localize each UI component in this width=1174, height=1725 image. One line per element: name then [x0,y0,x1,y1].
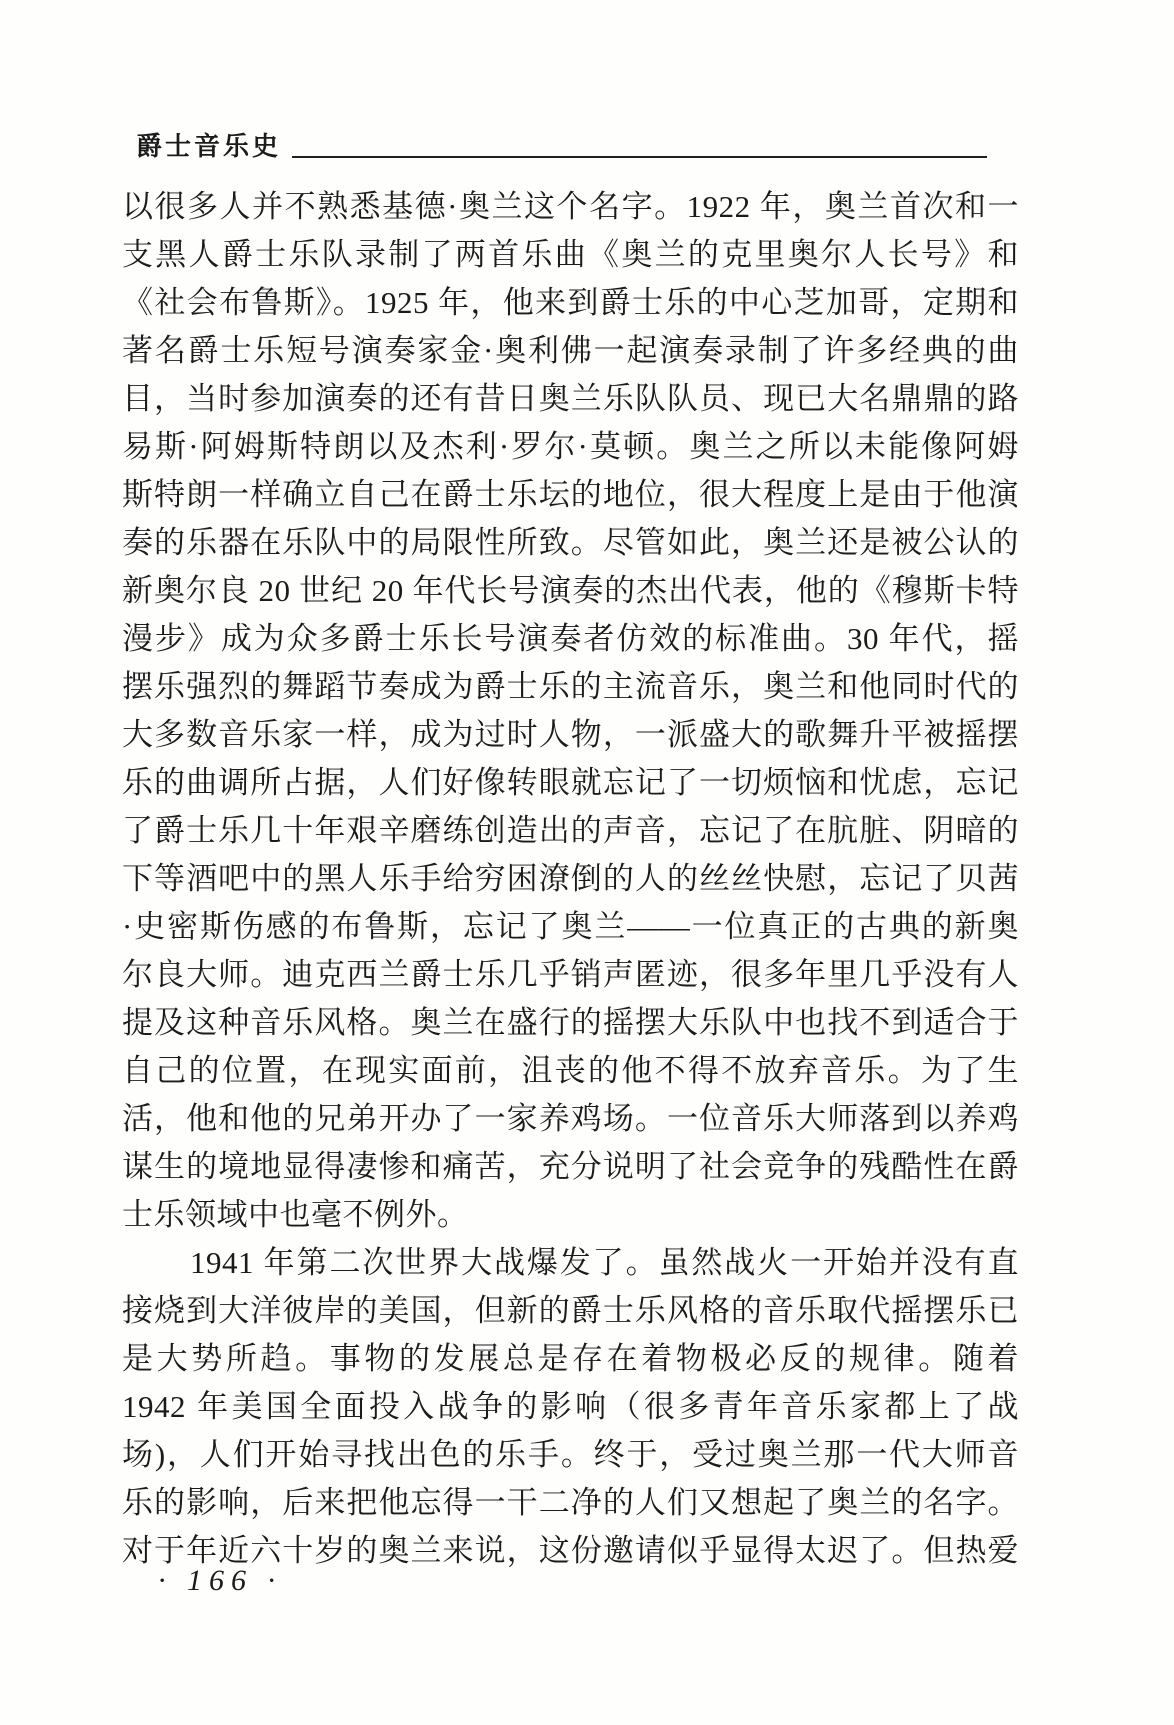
text-line: 是大势所趋。事物的发展总是存在着物极必反的规律。随着 [122,1341,1019,1376]
text-line: 《社会布鲁斯》。1925 年，他来到爵士乐的中心芝加哥，定期和 [122,285,1019,320]
text-line: 漫步》成为众多爵士乐长号演奏者仿效的标准曲。30 年代，摇 [122,621,1019,656]
text-line: 了爵士乐几十年艰辛磨练创造出的声音，忘记了在肮脏、阴暗的 [122,813,1019,848]
text-line: 乐的曲调所占据，人们好像转眼就忘记了一切烦恼和忧虑，忘记 [122,765,1019,800]
text-line: 以很多人并不熟悉基德·奥兰这个名字。1922 年，奥兰首次和一 [122,189,1019,224]
running-header-title: 爵士音乐史 [136,132,282,161]
text-line: 士乐领域中也毫不例外。 [122,1197,469,1232]
text-line: 场)，人们开始寻找出色的乐手。终于，受过奥兰那一代大师音 [122,1437,1019,1472]
text-line: 大多数音乐家一样，成为过时人物，一派盛大的歌舞升平被摇摆 [122,717,1019,752]
text-line: 1941 年第二次世界大战爆发了。虽然战火一开始并没有直 [190,1245,1019,1280]
text-line: ·史密斯伤感的布鲁斯，忘记了奥兰——一位真正的古典的新奥 [122,909,1019,944]
text-line: 自己的位置，在现实面前，沮丧的他不得不放弃音乐。为了生 [122,1053,1019,1088]
text-line: 乐的影响，后来把他忘得一干二净的人们又想起了奥兰的名字。 [122,1485,1019,1520]
body-text [122,183,1019,1575]
page-number: · 166 · [158,1564,282,1597]
text-line: 1942 年美国全面投入战争的影响（很多青年音乐家都上了战 [122,1389,1019,1424]
header-rule [292,156,987,158]
text-line: 支黑人爵士乐队录制了两首乐曲《奥兰的克里奥尔人长号》和 [122,237,1019,272]
text-line: 对于年近六十岁的奥兰来说，这份邀请似乎显得太迟了。但热爱 [122,1533,1019,1568]
text-line: 谋生的境地显得凄惨和痛苦，充分说明了社会竞争的残酷性在爵 [122,1149,1019,1184]
text-line: 新奥尔良 20 世纪 20 年代长号演奏的杰出代表，他的《穆斯卡特 [122,573,1019,608]
text-line: 著名爵士乐短号演奏家金·奥利佛一起演奏录制了许多经典的曲 [122,333,1019,368]
text-line: 目，当时参加演奏的还有昔日奥兰乐队队员、现已大名鼎鼎的路 [122,381,1019,416]
text-line: 下等酒吧中的黑人乐手给穷困潦倒的人的丝丝快慰，忘记了贝茜 [122,861,1019,896]
text-line: 接烧到大洋彼岸的美国，但新的爵士乐风格的音乐取代摇摆乐已 [122,1293,1019,1328]
text-line: 摆乐强烈的舞蹈节奏成为爵士乐的主流音乐，奥兰和他同时代的 [122,669,1019,704]
text-line: 尔良大师。迪克西兰爵士乐几乎销声匿迹，很多年里几乎没有人 [122,957,1019,992]
text-line: 提及这种音乐风格。奥兰在盛行的摇摆大乐队中也找不到适合于 [122,1005,1019,1040]
text-line: 活，他和他的兄弟开办了一家养鸡场。一位音乐大师落到以养鸡 [122,1101,1019,1136]
text-line: 易斯·阿姆斯特朗以及杰利·罗尔·莫顿。奥兰之所以未能像阿姆 [122,429,1019,464]
text-line: 奏的乐器在乐队中的局限性所致。尽管如此，奥兰还是被公认的 [122,525,1019,560]
text-line: 斯特朗一样确立自己在爵士乐坛的地位，很大程度上是由于他演 [122,477,1019,512]
